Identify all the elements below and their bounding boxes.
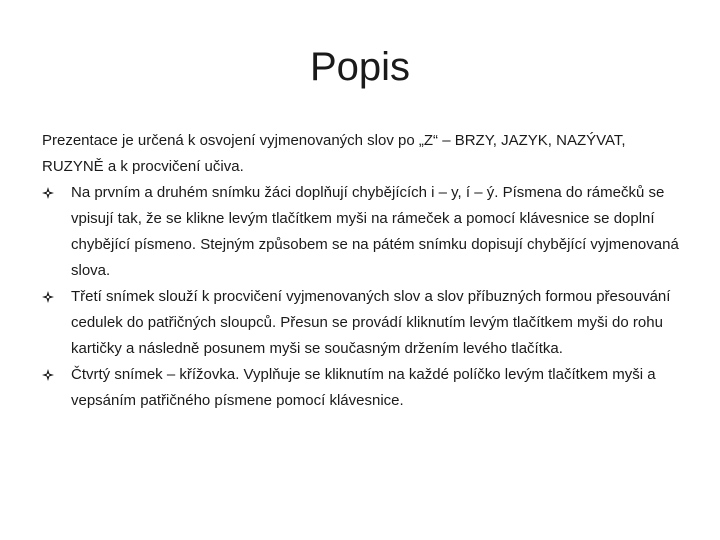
bullet-text: Třetí snímek slouží k procvičení vyjmenovaných slov a slov příbuzných formou přesouvání cedulek do patřičných sloupců. Přesun se provádí kliknutím levým tlačítkem myši do rohu kartičky a následně posunem myši se současným držením levého tlačítka. <box>71 288 671 357</box>
diamond-bullet-icon <box>42 291 54 303</box>
diamond-bullet-icon <box>42 187 54 199</box>
bullet-text: Na prvním a druhém snímku žáci doplňují chybějících i – y, í – ý. Písmena do rámečků se vpisují tak, že se klikne levým tlačítkem myši na rámeček a pomocí klávesnice se doplní chybějící písmeno. Stejným způsobem se na pátém snímku dopisují chybějící vyjmenovaná slova. <box>71 184 679 279</box>
slide-content <box>42 128 682 414</box>
diamond-bullet-icon <box>42 369 54 381</box>
bullet-list <box>42 180 682 414</box>
bullet-item <box>42 284 682 362</box>
intro-paragraph: Prezentace je určená k osvojení vyjmenovaných slov po „Z“ – BRZY, JAZYK, NAZÝVAT, RUZYNĚ a k procvičení učiva. <box>42 132 626 175</box>
bullet-text: Čtvrtý snímek – křížovka. Vyplňuje se kliknutím na každé políčko levým tlačítkem myši a vepsáním patřičného písmene pomocí klávesnice. <box>71 366 656 409</box>
bullet-item <box>42 180 682 284</box>
bullet-item <box>42 362 682 414</box>
slide-title: Popis <box>309 45 411 89</box>
